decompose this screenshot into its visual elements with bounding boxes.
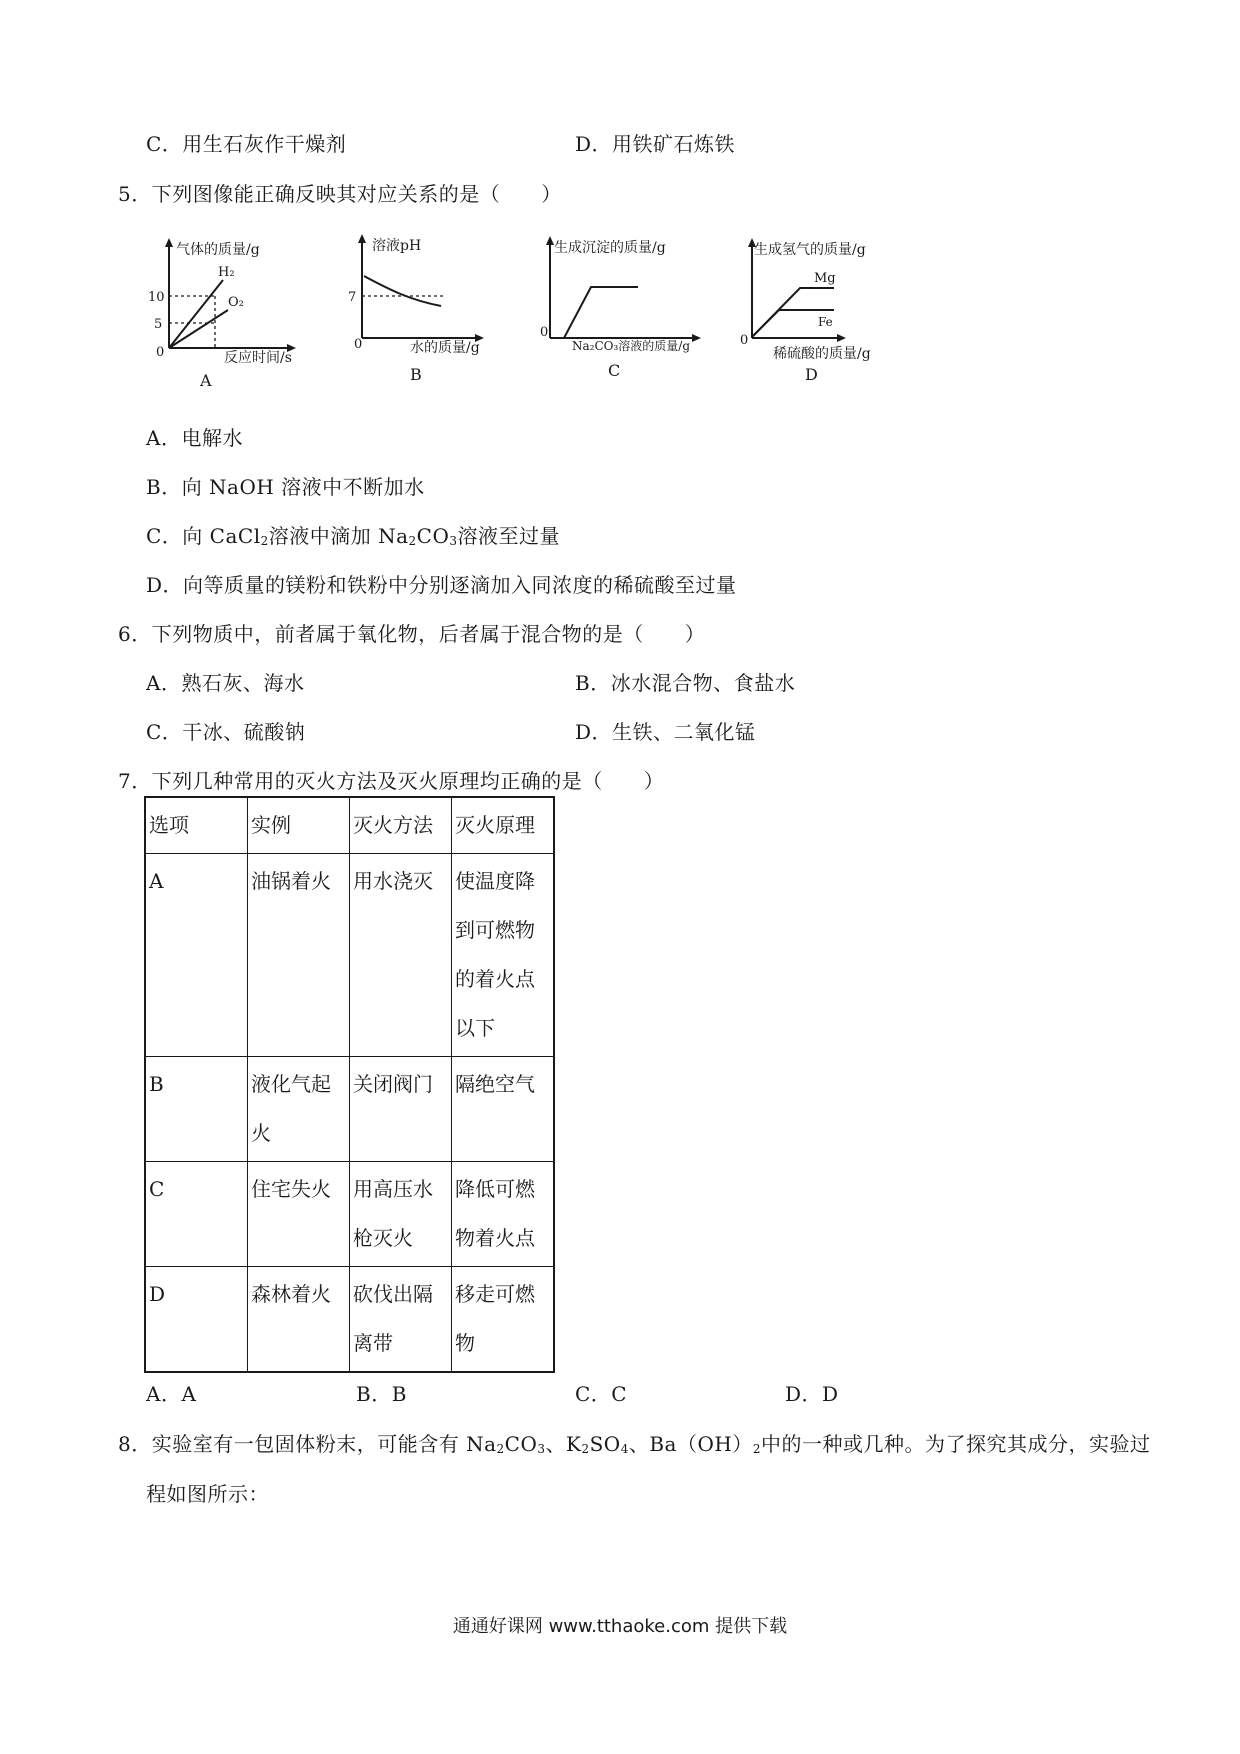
table-cell: 用水浇灭 [350,854,452,1057]
table-cell: 降低可燃物着火点 [452,1162,555,1267]
graph-d [740,238,871,384]
q5-option-b: B．向 NaOH 溶液中不断加水 [146,475,425,499]
graph-d-caption: D [805,365,818,384]
table-header: 灭火方法 [350,797,452,854]
table-cell: 使温度降到可燃物的着火点以下 [452,854,555,1057]
graph-b-ytick-7: 7 [348,290,357,305]
q5-option-d: D．向等质量的镁粉和铁粉中分别逐滴加入同浓度的稀硫酸至过量 [146,573,737,597]
table-cell: 液化气起火 [248,1057,350,1162]
table-row [145,1267,554,1373]
graph-d-origin: 0 [740,333,749,348]
table-row [145,1057,554,1162]
graph-b [348,234,484,384]
q7-option-d: D．D [785,1382,839,1406]
graph-b-ylabel: 溶液pH [372,238,422,254]
graph-a-ylabel: 气体的质量/g [176,242,260,258]
graph-c [540,236,701,380]
q8-stem-line1: 8．实验室有一包固体粉末，可能含有 $Na_2CO_3$、$K_2SO_4$、$Ba(OH)_2$中的一种或几种。为了探究其成分，实验过 [118,1432,1151,1456]
graph-a-o2-label: O₂ [228,295,244,310]
table-header: 选项 [145,797,248,854]
q6-option-a: A．熟石灰、海水 [146,671,305,695]
graph-d-mg-label: Mg [814,271,836,286]
q5-graphs [140,230,900,390]
q6-option-c: C．干冰、硫酸钠 [146,720,306,744]
q7-option-c: C．C [575,1382,628,1406]
q7-option-b: B．B [356,1382,407,1406]
table-header: 实例 [248,797,350,854]
graph-a-ytick-5: 5 [154,317,163,332]
q6-option-b: B．冰水混合物、食盐水 [575,671,796,695]
table-cell: 关闭阀门 [350,1057,452,1162]
table-cell: 用高压水枪灭火 [350,1162,452,1267]
graph-a-origin: 0 [156,345,165,360]
table-cell: C [145,1162,248,1267]
q5-option-a: A．电解水 [146,426,243,450]
table-cell: 住宅失火 [248,1162,350,1267]
table-cell: 砍伐出隔离带 [350,1267,452,1373]
page-footer: 通通好课网 www.tthaoke.com 提供下载 [452,1616,788,1637]
q6-option-d: D．生铁、二氧化锰 [575,720,756,744]
table-header: 灭火原理 [452,797,555,854]
graph-a-caption: A [200,371,212,390]
graph-b-origin: 0 [354,337,363,352]
graph-d-ylabel: 生成氢气的质量/g [754,242,866,258]
graph-d-fe-label: Fe [818,315,833,329]
table-cell: 油锅着火 [248,854,350,1057]
graph-a-xlabel: 反应时间/s [224,350,292,366]
q7-option-a: A．A [146,1382,197,1406]
table-cell: B [145,1057,248,1162]
q7-stem: 7．下列几种常用的灭火方法及灭火原理均正确的是（ ） [118,769,665,793]
graph-c-origin: 0 [540,325,549,340]
graph-a-h2-label: H₂ [218,265,235,280]
table-row [145,1162,554,1267]
table-cell: 移走可燃物 [452,1267,555,1373]
q4-option-d: D．用铁矿石炼铁 [575,132,736,156]
q4-option-c: C．用生石灰作干燥剂 [146,132,347,156]
graph-b-caption: B [410,365,422,384]
table-cell: A [145,854,248,1057]
q5-option-c: C．向 CaCl$_2$溶液中滴加 $Na_2CO_3$溶液至过量 [146,524,560,548]
q5-stem: 5．下列图像能正确反映其对应关系的是（ ） [118,182,562,206]
q8-stem-line2: 程如图所示： [146,1482,269,1506]
graph-a [148,238,296,390]
graph-a-ytick-10: 10 [148,290,165,305]
graph-d-xlabel: 稀硫酸的质量/g [773,346,871,362]
q6-stem: 6．下列物质中，前者属于氧化物，后者属于混合物的是（ ） [118,622,706,646]
graph-c-xlabel: Na₂CO₃溶液的质量/g [572,339,691,353]
table-cell: D [145,1267,248,1373]
table-cell: 森林着火 [248,1267,350,1373]
graph-c-caption: C [608,361,621,380]
table-cell: 隔绝空气 [452,1057,555,1162]
table-row [145,854,554,1057]
graph-b-xlabel: 水的质量/g [410,340,480,356]
graph-c-ylabel: 生成沉淀的质量/g [554,240,666,256]
table-header-row [145,797,554,854]
q7-table [144,796,555,1373]
